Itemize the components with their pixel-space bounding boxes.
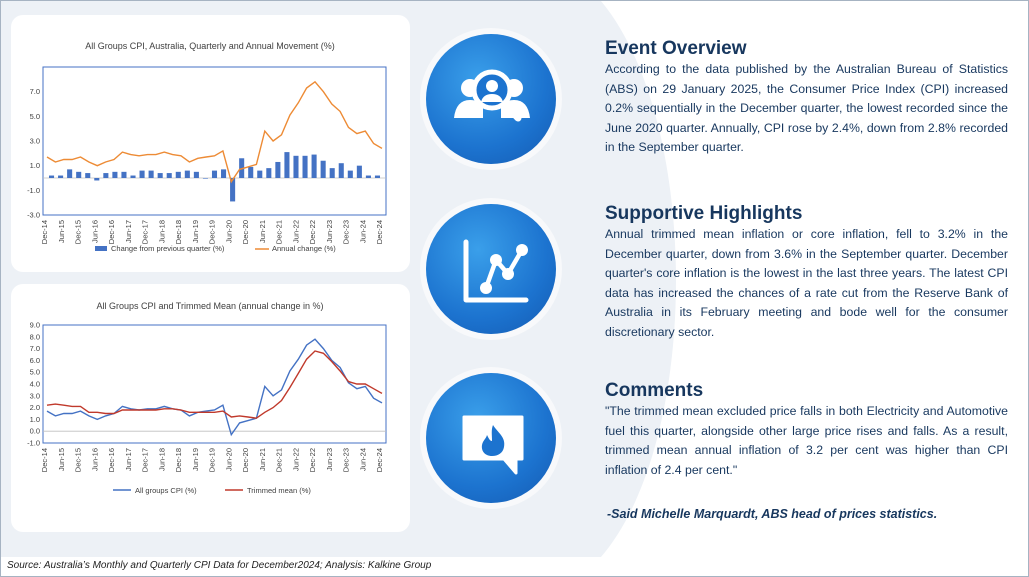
quarterly-change-bar	[94, 178, 99, 180]
chart1-xtick-label: Jun-20	[224, 220, 234, 243]
chart2-ytick-label: 4.0	[29, 379, 40, 389]
chart2-xtick-label: Dec-24	[375, 448, 384, 473]
quarterly-change-bar	[203, 178, 208, 179]
chart2-plot-border	[43, 325, 386, 443]
chart1-xtick-label: Jun-24	[358, 220, 368, 243]
cpi-line	[47, 339, 382, 435]
chart2-xtick-label: Dec-21	[274, 448, 284, 473]
chart2-xtick-label: Dec-14	[40, 448, 49, 473]
supportive-highlights-title: Supportive Highlights	[605, 203, 803, 224]
quarterly-change-bar	[339, 163, 344, 178]
quarterly-change-bar	[284, 152, 289, 178]
quarterly-change-bar	[140, 171, 145, 178]
quarterly-change-bar	[312, 155, 317, 178]
quarterly-change-bar	[257, 171, 262, 178]
chart2-ytick-label: 0.0	[29, 426, 40, 436]
quarterly-change-bar	[248, 167, 253, 178]
chart2-ytick-label: 2.0	[29, 403, 40, 413]
quarterly-change-bar	[67, 169, 72, 178]
chart1-ytick-label: 5.0	[29, 111, 40, 121]
quarterly-change-bar	[149, 171, 154, 178]
quarterly-change-bar	[348, 171, 353, 178]
supportive-highlights-body: Annual trimmed mean inflation or core inflation, fell to 3.2% in the December quarter, down from 3.6% in the September quarter. December quarter's core inflation is the lowest in the last three years. The latest CPI data has increased the chances of a rate cut from the Reserve Bank of Australia in its February meeting and bode well for the consumer discretionary sector.	[605, 227, 1008, 339]
chart-panel-quarterly-annual	[11, 15, 410, 272]
chart2-ytick-label: -1.0	[27, 438, 40, 448]
annual-change-line	[47, 82, 382, 182]
legend-label-cpi: All groups CPI (%)	[135, 486, 197, 495]
comments-body: "The trimmed mean excluded price falls in both Electricity and Automotive fuel this quarter, alongside other large price rises and falls. As a result, trimmed mean annual inflation of 3.2 per cent was higher than CPI inflation of 2.4 per cent."	[605, 404, 1008, 477]
chart1-ytick-label: -3.0	[27, 210, 40, 220]
quarterly-change-bar	[366, 176, 371, 178]
chart1-plot-border	[43, 67, 386, 215]
people-search-icon	[426, 34, 556, 164]
chart1-xtick-label: Jun-18	[157, 220, 167, 243]
quarterly-change-bar	[130, 176, 135, 178]
comments-title: Comments	[605, 380, 704, 401]
quarterly-change-bar	[357, 166, 362, 178]
chart2-xtick-label: Dec-15	[73, 448, 83, 473]
chart2-xtick-label: Dec-16	[107, 448, 116, 473]
quarterly-change-bar	[76, 172, 81, 178]
legend-label-quarterly: Change from previous quarter (%)	[111, 244, 225, 253]
legend-swatch-quarterly	[95, 246, 107, 251]
chart2-xtick-label: Dec-19	[207, 448, 217, 473]
trimmed-mean-line	[47, 351, 382, 418]
chart1-xtick-label: Dec-23	[341, 220, 351, 245]
chart1-xtick-label: Dec-20	[241, 220, 250, 245]
quarterly-change-bar	[330, 168, 335, 178]
quarterly-change-bar	[49, 176, 54, 178]
chart2-xtick-label: Dec-18	[174, 448, 183, 473]
chart1-xtick-label: Dec-14	[40, 220, 49, 245]
chart1-ytick-label: 1.0	[29, 161, 40, 171]
chart2-ytick-label: 5.0	[29, 367, 40, 377]
chart2-xtick-label: Jun-15	[56, 448, 66, 471]
quarterly-change-bar	[194, 172, 199, 178]
event-overview-body: According to the data published by the Australian Bureau of Statistics (ABS) on 29 January 2025, the Consumer Price Index (CPI) increased 0.2% sequentially in the December quarter, the lowest recorded since the June 2020 quarter. Annually, CPI rose by 2.4%, down from 2.8% recorded in the September quarter.	[605, 62, 1008, 154]
chart1-xtick-label: Jun-23	[324, 220, 334, 243]
chart1-ytick-label: 7.0	[29, 87, 40, 97]
chart1-xtick-label: Dec-24	[375, 220, 384, 245]
chart-cpi-quarterly-annual	[11, 15, 410, 272]
quarterly-change-bar	[176, 172, 181, 178]
quarterly-change-bar	[85, 173, 90, 178]
chart2-xtick-label: Jun-20	[224, 448, 234, 471]
chart2-ytick-label: 8.0	[29, 332, 40, 342]
chart2-xtick-label: Dec-20	[241, 448, 250, 473]
chart1-title: All Groups CPI, Australia, Quarterly and Annual Movement (%)	[85, 41, 335, 51]
chart1-xtick-label: Dec-18	[174, 220, 183, 245]
section-supportive-highlights	[605, 203, 1008, 342]
quarterly-change-bar	[112, 172, 117, 178]
chart1-xtick-label: Dec-21	[274, 220, 284, 245]
section-comments	[605, 380, 1008, 480]
chart1-ytick-label: 3.0	[29, 136, 40, 146]
chart2-xtick-label: Jun-23	[324, 448, 334, 471]
quarterly-change-bar	[321, 161, 326, 178]
chart2-title: All Groups CPI and Trimmed Mean (annual change in %)	[96, 301, 324, 311]
line-chart-icon	[426, 204, 556, 334]
chart2-xtick-label: Dec-23	[341, 448, 351, 473]
chart2-xtick-label: Jun-16	[90, 448, 100, 471]
chart1-xtick-label: Jun-15	[56, 220, 66, 243]
quarterly-change-bar	[221, 169, 226, 178]
chart1-xtick-label: Dec-16	[107, 220, 116, 245]
quarterly-change-bar	[266, 168, 271, 178]
quarterly-change-bar	[293, 156, 298, 178]
chart1-xtick-label: Jun-16	[90, 220, 100, 243]
chart2-xtick-label: Jun-21	[257, 448, 267, 471]
quarterly-change-bar	[375, 176, 380, 178]
chart1-xtick-label: Jun-22	[291, 220, 301, 243]
chart2-ytick-label: 9.0	[29, 320, 40, 330]
quarterly-change-bar	[103, 173, 108, 178]
chart-cpi-trimmed-mean	[11, 284, 410, 532]
chart-panel-trimmed-mean	[11, 284, 410, 532]
chart1-xtick-label: Dec-15	[73, 220, 83, 245]
chart2-xtick-label: Jun-17	[123, 448, 133, 471]
chart1-xtick-label: Dec-17	[140, 220, 150, 245]
speech-bubble-flame-icon	[426, 373, 556, 503]
chart2-xtick-label: Dec-22	[308, 448, 317, 473]
chart1-xtick-label: Jun-21	[257, 220, 267, 243]
legend-label-trimmed: Trimmed mean (%)	[247, 486, 311, 495]
chart2-ytick-label: 6.0	[29, 355, 40, 365]
chart1-ytick-label: -1.0	[27, 185, 40, 195]
chart2-ytick-label: 7.0	[29, 344, 40, 354]
chart2-ytick-label: 1.0	[29, 414, 40, 424]
quarterly-change-bar	[58, 176, 63, 178]
quarterly-change-bar	[167, 173, 172, 178]
chart1-xtick-label: Dec-19	[207, 220, 217, 245]
chart2-xtick-label: Jun-22	[291, 448, 301, 471]
quarterly-change-bar	[303, 156, 308, 178]
quarterly-change-bar	[185, 171, 190, 178]
legend-label-annual: Annual change (%)	[272, 244, 336, 253]
chart1-xtick-label: Jun-19	[190, 220, 200, 243]
quarterly-change-bar	[275, 162, 280, 178]
chart2-xtick-label: Jun-19	[190, 448, 200, 471]
quarterly-change-bar	[158, 173, 163, 178]
chart2-ytick-label: 3.0	[29, 391, 40, 401]
quote-attribution: -Said Michelle Marquardt, ABS head of prices statistics.	[607, 507, 938, 521]
chart2-xtick-label: Jun-18	[157, 448, 167, 471]
chart2-xtick-label: Jun-24	[358, 448, 368, 471]
section-event-overview	[605, 38, 1008, 158]
quarterly-change-bar	[121, 172, 126, 178]
chart2-xtick-label: Dec-17	[140, 448, 150, 473]
quarterly-change-bar	[212, 171, 217, 178]
chart1-xtick-label: Dec-22	[308, 220, 317, 245]
event-overview-title: Event Overview	[605, 38, 747, 59]
source-note: Source: Australia’s Monthly and Quarterly CPI Data for December2024; Analysis: Kalkine Group	[7, 560, 432, 571]
chart1-xtick-label: Jun-17	[123, 220, 133, 243]
